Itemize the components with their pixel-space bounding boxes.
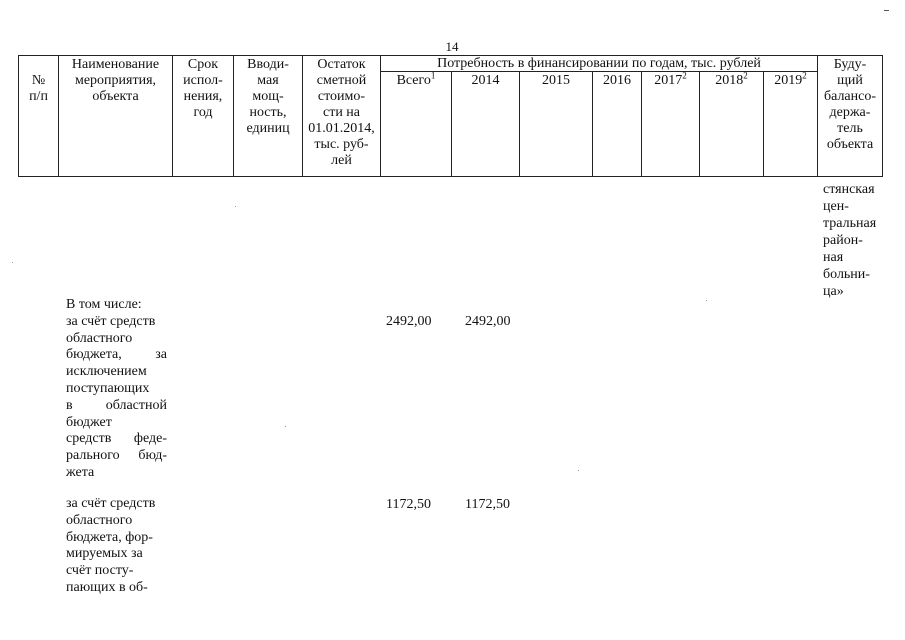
header-col-year: 2018$^2$ bbox=[715, 70, 748, 88]
grid-line bbox=[882, 55, 883, 177]
scan-speck bbox=[12, 262, 13, 263]
header-col-year: 2015 bbox=[542, 73, 570, 88]
header-col-term: Срок испол- нения, год bbox=[183, 57, 223, 120]
table-row-regional-budget: В том числе: за счёт средств областного бюджета, за исключением поступающих в областной бюджет средств феде- рального бюд- жета bbox=[66, 297, 167, 480]
header-col-year: 2017$^2$ bbox=[654, 70, 687, 88]
header-col-year: 2019$^2$ bbox=[774, 70, 807, 88]
page-number: 14 bbox=[445, 39, 459, 54]
row1-2014-value: 2492,00 bbox=[465, 314, 511, 329]
row2-total-value: 1172,50 bbox=[386, 497, 431, 512]
header-col-total: Всего$^1$ bbox=[396, 70, 436, 88]
holder-continued: стянская цен- тральная район- ная больни- ца» bbox=[823, 182, 877, 299]
header-col-year: 2014 bbox=[471, 73, 500, 88]
header-col-capacity: Вводи- мая мощ- ность, единиц bbox=[246, 57, 290, 136]
corner-mark bbox=[884, 10, 889, 11]
scan-speck bbox=[235, 206, 236, 207]
header-bottom-rule bbox=[18, 176, 882, 177]
header-col-holder: Буду- щий балансо- держа- тель объекта bbox=[823, 57, 877, 152]
header-col-number: № п/п bbox=[29, 73, 48, 104]
row2-2014-value: 1172,50 bbox=[465, 497, 510, 512]
header-col-name: Наименование мероприятия, объекта bbox=[71, 57, 160, 104]
table-row-regional-budget-formed: за счёт средств областного бюджета, фор- мируемых за счёт посту- пающих в об- bbox=[66, 496, 156, 595]
scan-speck bbox=[706, 300, 707, 301]
header-col-year: 2016 bbox=[603, 73, 631, 88]
header-col-need: Потребность в финансировании по годам, тыс. рублей bbox=[437, 56, 761, 71]
row1-total-value: 2492,00 bbox=[386, 314, 432, 329]
scan-speck bbox=[285, 426, 286, 427]
header-col-remainder: Остаток сметной стоимо- сти на 01.01.2014, тыс. руб- лей bbox=[308, 57, 375, 168]
scan-speck bbox=[578, 470, 579, 471]
